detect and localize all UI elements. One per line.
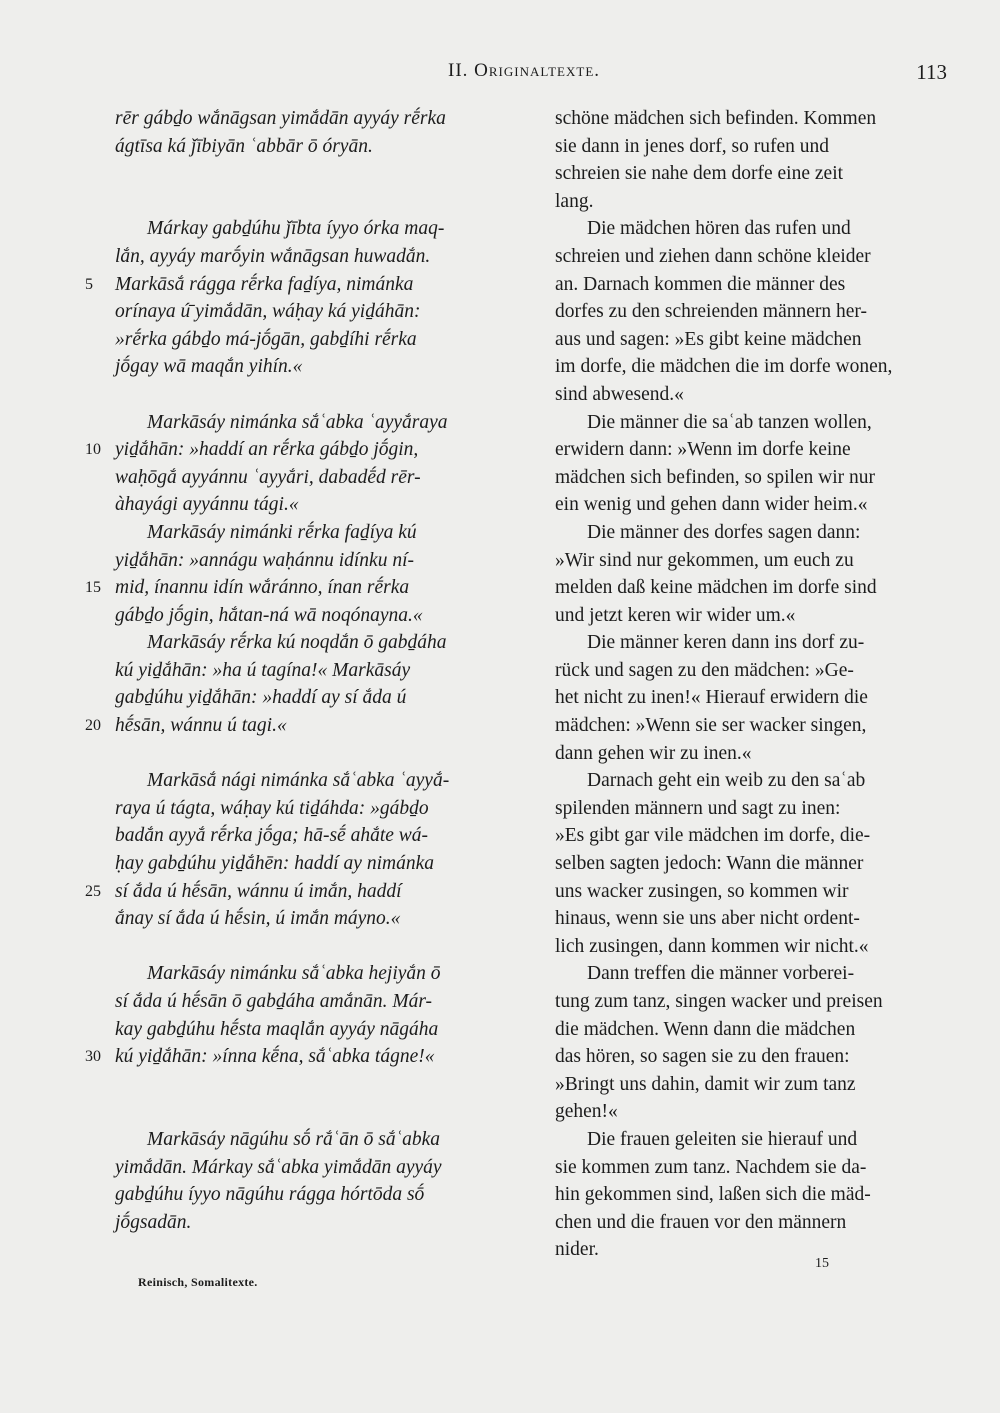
somali-line (115, 326, 515, 354)
german-text: sind abwesend.« (555, 383, 684, 405)
german-text: ein wenig und gehen dann wider heim.« (555, 494, 868, 516)
somali-text: Markāsáy nimánki rḗrka faḏíya kú (147, 521, 417, 543)
german-line (555, 850, 950, 878)
german-text: dann gehen wir zu inen.« (555, 742, 752, 764)
german-text: sie kommen zum tanz. Nachdem sie da- (555, 1156, 867, 1178)
line-number: 10 (85, 441, 101, 459)
somali-text: Markāsáy rḗrka kú noqdắn ō gabḏáha (147, 632, 447, 654)
german-text: Die männer keren dann ins dorf zu- (587, 632, 865, 654)
german-text: im dorfe, die mädchen die im dorfe wonen, (555, 356, 893, 378)
somali-line (85, 878, 515, 906)
german-line (555, 215, 950, 243)
german-line (555, 657, 950, 685)
german-text: hinaus, wenn sie uns aber nicht ordent- (555, 908, 860, 930)
german-text: uns wacker zusingen, so kommen wir (555, 880, 849, 902)
somali-text: mid, ínannu idín wắránno, ínan rḗrka (115, 577, 410, 599)
somali-text: ágtīsa ká ǰībiyān ʿabbār ō óryān. (115, 135, 373, 157)
somali-line (115, 657, 515, 685)
footer-signature: Reinisch, Somalitexte. (138, 1275, 258, 1289)
german-line (555, 795, 950, 823)
somali-spacer (115, 381, 515, 409)
somali-line (115, 353, 515, 381)
german-line (555, 712, 950, 740)
german-line (555, 298, 950, 326)
somali-text: sí ắda ú hḗsān, wánnu ú imắn, haddí (115, 880, 402, 902)
somali-text: gábḏo jṓgin, hắtan-ná wā noqónayna.« (115, 604, 423, 626)
somali-line (115, 905, 515, 933)
somali-line (85, 271, 515, 299)
somali-text: hḗsān, wánnu ú tagi.« (115, 715, 287, 737)
running-head: II. Originaltexte. (448, 60, 601, 81)
german-line (555, 491, 950, 519)
german-line (555, 1236, 950, 1264)
german-line (555, 243, 950, 271)
somali-text: »rḗrka gábḏo má-jṓgān, gabḏíhi rḗrka (115, 328, 417, 350)
german-line (555, 988, 950, 1016)
somali-text: raya ú tágta, wáḥay kú tiḏáhda: »gábḏo (115, 797, 429, 819)
somali-line (115, 629, 515, 657)
german-line (555, 326, 950, 354)
german-text: und jetzt keren wir wider um.« (555, 604, 796, 626)
german-text: rück und sagen zu den mädchen: »Ge- (555, 659, 854, 681)
german-text: Darnach geht ein weib zu den saʿab (587, 770, 866, 792)
somali-line (115, 988, 515, 1016)
somali-spacer (115, 933, 515, 961)
german-text: Die männer die saʿab tanzen wollen, (587, 411, 872, 433)
german-text: gehen!« (555, 1101, 618, 1123)
somali-line (115, 960, 515, 988)
german-text: lang. (555, 190, 594, 212)
german-line (555, 933, 950, 961)
german-text: sie dann in jenes dorf, so rufen und (555, 135, 830, 157)
somali-line (85, 574, 515, 602)
somali-text: orínaya ú̄ yimắdān, wáḥay ká yiḏáhān: (115, 301, 421, 323)
german-line (555, 1043, 950, 1071)
german-line (555, 105, 950, 133)
german-text: an. Darnach kommen die männer des (555, 273, 846, 295)
german-line (555, 878, 950, 906)
german-line (555, 1071, 950, 1099)
german-line (555, 160, 950, 188)
somali-text: kay gabḏúhu hḗsta maqlắn ayyáy nāgáha (115, 1018, 439, 1040)
german-text: mädchen: »Wenn sie ser wacker singen, (555, 715, 867, 737)
german-line (555, 464, 950, 492)
german-text: spilenden männern und sagt zu inen: (555, 797, 841, 819)
somali-line (115, 1154, 515, 1182)
somali-line (115, 767, 515, 795)
somali-line (115, 243, 515, 271)
somali-text: Markāsắ nági nimánka sắʿabka ʿayyắ- (147, 770, 450, 792)
german-translation-column (555, 105, 950, 1264)
german-line (555, 271, 950, 299)
german-text: schöne mädchen sich befinden. Kommen (555, 108, 877, 129)
somali-spacer (115, 188, 515, 216)
somali-line (115, 850, 515, 878)
somali-text: waḥōgắ ayyánnu ʿayyắri, dabadḗd rēr- (115, 466, 421, 488)
somali-line (85, 436, 515, 464)
somali-text: ḥay gabḏúhu yiḏắhēn: haddí ay nimánka (115, 853, 434, 875)
german-line (555, 767, 950, 795)
somali-line (115, 1209, 515, 1237)
somali-line (115, 519, 515, 547)
german-text: schreien sie nahe dem dorfe eine zeit (555, 163, 844, 185)
german-line (555, 602, 950, 630)
german-line (555, 1154, 950, 1182)
somali-text: gabḏúhu yiḏắhān: »haddí ay sí ắda ú (115, 687, 407, 709)
german-text: Die männer des dorfes sagen dann: (587, 521, 861, 543)
somali-line (115, 298, 515, 326)
german-line (555, 547, 950, 575)
german-line (555, 1016, 950, 1044)
german-line (555, 1181, 950, 1209)
somali-text-column (85, 105, 515, 1236)
german-text: die mädchen. Wenn dann die mädchen (555, 1018, 856, 1040)
german-text: Dann treffen die männer vorberei- (587, 963, 855, 985)
german-text: het nicht zu inen!« Hierauf erwidern die (555, 687, 868, 709)
somali-text: badắn ayyắ rḗrka jṓga; hā-sḗ ahắte wá- (115, 825, 429, 847)
german-line (555, 409, 950, 437)
somali-text: yimắdān. Márkay sắʿabka yimắdān ayyáy (115, 1156, 442, 1178)
german-text: Die mädchen hören das rufen und (587, 218, 851, 240)
somali-line (85, 1043, 515, 1071)
german-text: »Es gibt gar vile mädchen im dorfe, die- (555, 825, 871, 847)
somali-line (115, 215, 515, 243)
somali-line (115, 822, 515, 850)
somali-line (115, 105, 515, 133)
somali-spacer (115, 1098, 515, 1126)
somali-spacer (115, 740, 515, 768)
somali-line (115, 491, 515, 519)
somali-text: gabḏúhu íyyo nāgúhu rágga hórtōda sṓ (115, 1184, 425, 1206)
german-line (555, 822, 950, 850)
line-number: 20 (85, 717, 101, 735)
german-text: melden daß keine mädchen im dorfe sind (555, 577, 877, 599)
somali-line (115, 464, 515, 492)
somali-text: Markāsắ rágga rḗrka faḏíya, nimánka (115, 273, 414, 295)
german-line (555, 381, 950, 409)
somali-line (85, 712, 515, 740)
german-text: das hören, so sagen sie zu den frauen: (555, 1046, 850, 1068)
german-text: lich zusingen, dann kommen wir nicht.« (555, 935, 869, 957)
german-line (555, 574, 950, 602)
german-line (555, 905, 950, 933)
page-header (0, 60, 1000, 90)
german-line (555, 188, 950, 216)
somali-text: jṓgsadān. (115, 1211, 192, 1233)
somali-line (115, 133, 515, 161)
german-text: Die frauen geleiten sie hierauf und (587, 1128, 858, 1150)
somali-text: Markāsáy nimánka sắʿabka ʿayyắraya (147, 411, 448, 433)
german-line (555, 960, 950, 988)
german-text: erwidern dann: »Wenn im dorfe keine (555, 439, 851, 461)
line-number: 30 (85, 1048, 101, 1066)
somali-line (115, 1181, 515, 1209)
somali-line (115, 795, 515, 823)
somali-spacer (115, 1071, 515, 1099)
line-number: 15 (85, 579, 101, 597)
german-line (555, 684, 950, 712)
german-line (555, 1098, 950, 1126)
somali-line (115, 684, 515, 712)
somali-text: Markāsáy nāgúhu sṓ rắʿān ō sắʿabka (147, 1128, 441, 1150)
german-line (555, 519, 950, 547)
somali-spacer (115, 160, 515, 188)
german-text: schreien und ziehen dann schöne kleider (555, 245, 871, 267)
somali-text: àhayági ayyánnu tági.« (115, 494, 299, 516)
somali-text: yiḏắhān: »haddí an rḗrka gábḏo jṓgin, (115, 439, 419, 461)
somali-text: sí ắda ú hḗsān ō gabḏáha amắnān. Már- (115, 991, 433, 1012)
somali-text: Márkay gabḏúhu ǰībta íyyo órka maq- (147, 218, 445, 240)
german-text: »Wir sind nur gekommen, um euch zu (555, 549, 854, 571)
german-text: selben sagten jedoch: Wann die männer (555, 853, 864, 875)
german-text: nider. (555, 1239, 599, 1261)
somali-text: lắn, ayyáy marṓyin wắnāgsan huwadắn. (115, 245, 431, 267)
somali-line (115, 1016, 515, 1044)
german-text: dorfes zu den schreienden männern her- (555, 301, 868, 323)
german-text: tung zum tanz, singen wacker und preisen (555, 991, 883, 1012)
german-text: chen und die frauen vor den männern (555, 1211, 847, 1233)
line-number: 5 (85, 275, 93, 293)
somali-line (115, 602, 515, 630)
somali-text: yiḏắhān: »annágu waḥánnu idínku ní- (115, 549, 414, 571)
german-line (555, 740, 950, 768)
signature-number: 15 (815, 1256, 829, 1271)
somali-text: jṓgay wā maqắn yihín.« (115, 356, 303, 378)
somali-text: Markāsáy nimánku sắʿabka hejiyắn ō (147, 963, 441, 985)
german-line (555, 629, 950, 657)
somali-line (115, 1126, 515, 1154)
german-text: aus und sagen: »Es gibt keine mädchen (555, 328, 862, 350)
line-number: 25 (85, 882, 101, 900)
german-text: »Bringt uns dahin, damit wir zum tanz (555, 1073, 856, 1095)
page-number: 113 (916, 60, 947, 84)
somali-text: ắnay sí ắda ú hḗsin, ú imắn máyno.« (115, 908, 401, 930)
german-line (555, 1209, 950, 1237)
somali-text: rēr gábḏo wắnāgsan yimắdān ayyáy rḗrka (115, 108, 446, 129)
somali-text: kú yiḏắhān: »ínna kḗna, sắʿabka tágne!« (115, 1046, 435, 1068)
german-line (555, 436, 950, 464)
somali-line (115, 547, 515, 575)
german-text: mädchen sich befinden, so spilen wir nur (555, 466, 876, 488)
somali-text: kú yiḏắhān: »ha ú tagína!« Markāsáy (115, 659, 411, 681)
german-line (555, 133, 950, 161)
german-text: hin gekommen sind, laßen sich die mäd- (555, 1184, 871, 1206)
german-line (555, 1126, 950, 1154)
somali-line (115, 409, 515, 437)
german-line (555, 353, 950, 381)
